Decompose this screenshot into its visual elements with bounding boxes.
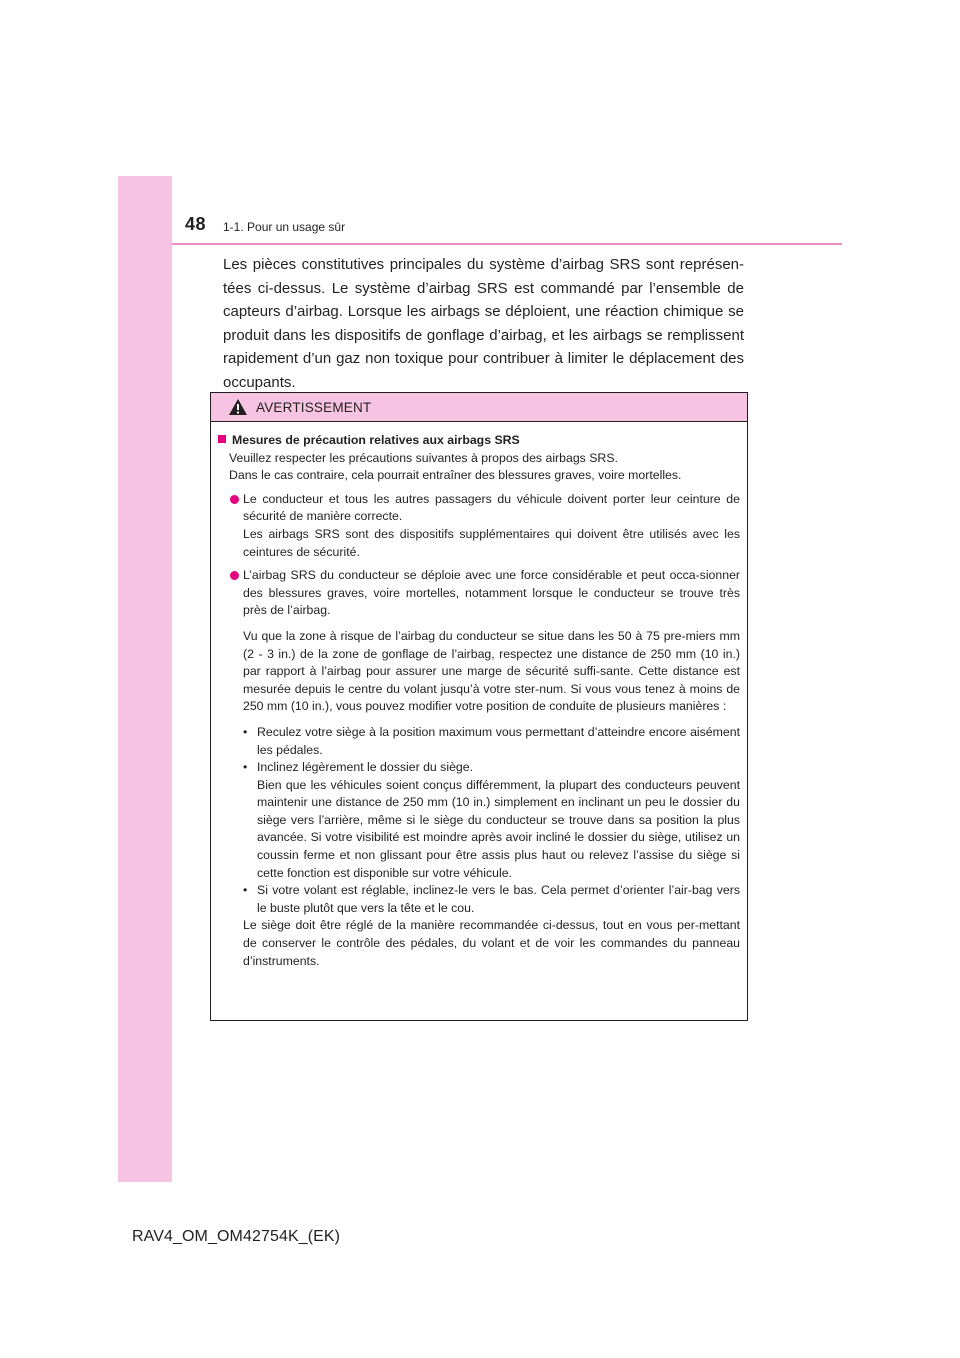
circle-bullet-icon <box>230 495 239 504</box>
warning-section-heading <box>218 432 740 450</box>
warning-body <box>211 422 747 970</box>
header-divider <box>172 243 842 245</box>
bullet-text: L’airbag SRS du conducteur se déploie avec une force considérable et peut occa-sionner des blessures graves, voire mortelles, notamment lorsque le conducteur se trouve très près de l’airbag. <box>243 568 740 618</box>
dot-marker: • <box>243 883 248 898</box>
list-item <box>243 882 740 917</box>
warning-triangle-icon <box>228 398 248 416</box>
list-item <box>243 724 740 759</box>
closing-paragraph: Le siège doit être réglé de la manière recommandée ci-dessus, tout en vous per-mettant de conserver le contrôle des pédales, du volant et de voir les commandes du panneau d’instruments. <box>243 918 740 968</box>
list-item-text: Si votre volant est réglable, inclinez-le vers le bas. Cela permet d’orienter l’air-bag vers le buste plutôt que vers la tête et le cou. <box>257 883 740 915</box>
distance-paragraph: Vu que la zone à risque de l’airbag du conducteur se situe dans les 50 à 75 pre-miers mm (2 - 3 in.) de la zone de gonflage de l’airbag, respectez une distance de 250 mm (10 in.) par rapport à l’airbag pour assurer une marge de sécurité suffi-sante. Cette distance est mesurée depuis le centre du volant jusqu’à votre ster-num. Si vous vous tenez à moins de 250 mm (10 in.), vous pouvez modifier votre position de conduite de plusieurs manières : <box>243 628 740 714</box>
dot-marker: • <box>243 760 248 775</box>
warning-title: AVERTISSEMENT <box>256 399 372 415</box>
circle-bullet-icon <box>230 571 239 580</box>
list-item <box>218 491 740 561</box>
warning-header <box>211 393 747 422</box>
list-item-detail: Bien que les véhicules soient conçus différemment, la plupart des conducteurs peuvent maintenir une distance de 250 mm (10 in.) simplement en inclinant un peu le dossier du siège vers l’arrière, même si le siège du conducteur se trouve dans sa position la plus avancée. Si votre visibilité est moindre après avoir incliné le dossier du siège, utilisez un coussin ferme et non glissant pour être assis plus haut ou relevez l’assise du siège si cette fonction est disponible sur votre véhicule. <box>257 777 740 880</box>
document-code: RAV4_OM_OM42754K_(EK) <box>132 1228 341 1245</box>
list-item <box>243 759 740 882</box>
warning-box <box>210 392 748 1021</box>
section-title: 1-1. Pour un usage sûr <box>223 220 346 234</box>
adjustment-list <box>218 724 740 918</box>
warning-intro-line: Veuillez respecter les précautions suivantes à propos des airbags SRS. <box>229 450 618 465</box>
warning-heading-text: Mesures de précaution relatives aux airbags SRS <box>232 433 520 447</box>
bullet-text: Le conducteur et tous les autres passagers du véhicule doivent porter leur ceinture de sécurité de manière correcte. <box>243 491 740 524</box>
page-number: 48 <box>185 214 207 234</box>
bullet-text: Les airbags SRS sont des dispositifs supplémentaires qui doivent être utilisés avec les ceintures de sécurité. <box>243 526 740 559</box>
dot-marker: • <box>243 724 248 739</box>
list-item <box>218 567 740 620</box>
square-bullet-icon <box>218 435 226 443</box>
intro-paragraph: Les pièces constitutives principales du système d’airbag SRS sont représen-tées ci-dessus. Le système d’airbag SRS est commandé par l’ensemble de capteurs d’airbag. Lorsque les airbags se déploient, une réaction chimique se produit dans les dispositifs de gonflage d’airbag, et les airbags se remplissent rapidement d’un gaz non toxique pour contribuer à limiter le déplacement des occupants. <box>223 256 744 391</box>
page-side-tab <box>118 176 172 1182</box>
warning-intro-line: Dans le cas contraire, cela pourrait entraîner des blessures graves, voire mortelles. <box>229 468 682 483</box>
list-item-text: Inclinez légèrement le dossier du siège. <box>257 760 474 775</box>
list-item-text: Reculez votre siège à la position maximum vous permettant d’atteindre encore aisément les pédales. <box>257 724 740 757</box>
